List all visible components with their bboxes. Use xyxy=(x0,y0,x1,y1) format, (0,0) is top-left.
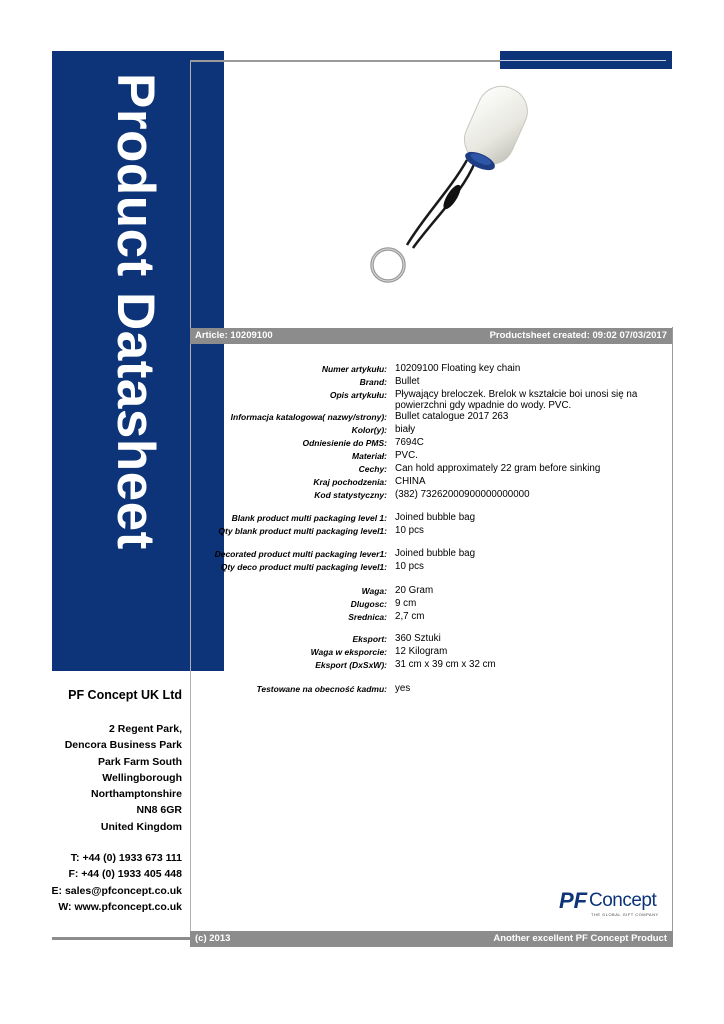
spec-value: 360 Sztuki xyxy=(395,633,441,644)
spec-value: 12 Kilogram xyxy=(395,646,448,657)
spec-value: Can hold approximately 22 gram before sinking xyxy=(395,463,601,474)
spec-value: 10 pcs xyxy=(395,561,424,572)
spec-value: 20 Gram xyxy=(395,585,434,596)
article-number: Article: 10209100 xyxy=(195,330,273,341)
pf-concept-logo xyxy=(553,886,663,920)
spec-label: Srednica: xyxy=(348,612,387,622)
spec-label: Dlugosc: xyxy=(350,599,387,609)
spec-label: Materiał: xyxy=(352,451,387,461)
product-image xyxy=(355,80,545,285)
contact-line: F: +44 (0) 1933 405 448 xyxy=(68,868,182,881)
address-line: 2 Regent Park, xyxy=(109,723,182,735)
page-title xyxy=(52,51,190,671)
footer-tagline: Another excellent PF Concept Product xyxy=(493,933,667,944)
footer-bar xyxy=(190,931,673,947)
company-name: PF Concept UK Ltd xyxy=(68,688,182,702)
address-line: NN8 6GR xyxy=(136,804,182,817)
address-line: Park Farm South xyxy=(97,755,182,768)
logo-tagline: THE GLOBAL GIFT COMPANY xyxy=(591,912,659,917)
spec-label: Decorated product multi packaging lever1: xyxy=(214,549,387,559)
logo-concept: Concept xyxy=(589,890,657,911)
spec-label: Brand: xyxy=(359,377,387,387)
spec-label: Kod statystyczny: xyxy=(314,490,387,500)
bottom-divider xyxy=(52,937,190,940)
spec-label: Numer artykułu: xyxy=(321,364,387,374)
contact-line: T: +44 (0) 1933 673 111 xyxy=(70,852,182,864)
spec-value: 7694C xyxy=(395,437,424,448)
spec-label: Waga: xyxy=(361,586,387,596)
spec-label: Testowane na obecność kadmu: xyxy=(256,684,387,694)
address-line: Dencora Business Park xyxy=(64,739,182,752)
page-title-text: Product Datasheet xyxy=(106,73,165,550)
company-address xyxy=(30,721,182,835)
spec-value: 10 pcs xyxy=(395,525,424,536)
top-accent-line xyxy=(500,60,666,61)
spec-label: Opis artykułu: xyxy=(329,390,387,400)
spec-value: yes xyxy=(395,683,411,694)
spec-value: 10209100 Floating key chain xyxy=(395,363,521,374)
contact-line: E: sales@pfconcept.co.uk xyxy=(51,884,182,897)
spec-label: Cechy: xyxy=(358,464,387,474)
contact-line: W: www.pfconcept.co.uk xyxy=(58,900,182,913)
spec-value: Bullet catalogue 2017 263 xyxy=(395,411,509,422)
spec-label: Qty deco product multi packaging level1: xyxy=(220,562,387,572)
spec-value: 9 cm xyxy=(395,598,417,609)
spec-label: Informacja katalogowa( nazwy/strony): xyxy=(230,412,387,422)
address-line: Wellingborough xyxy=(102,771,182,784)
created-timestamp: Productsheet created: 09:02 07/03/2017 xyxy=(489,330,667,341)
spec-value: 31 cm x 39 cm x 32 cm xyxy=(395,659,496,670)
spec-label: Odniesienie do PMS: xyxy=(302,438,387,448)
spec-label: Waga w eksporcie: xyxy=(310,647,387,657)
spec-value: Joined bubble bag xyxy=(395,548,476,559)
spec-label: Kraj pochodzenia: xyxy=(313,477,387,487)
spec-value: (382) 73262000900000000000 xyxy=(395,489,530,500)
spec-value: PVC. xyxy=(395,450,418,461)
address-line: United Kingdom xyxy=(100,820,182,833)
spec-value: Joined bubble bag xyxy=(395,512,476,523)
spec-label: Eksport: xyxy=(352,634,387,644)
address-line: Northamptonshire xyxy=(90,788,182,801)
spec-label: Qty blank product multi packaging level1: xyxy=(218,526,387,536)
spec-value: biały xyxy=(395,424,416,435)
spec-label: Kolor(y): xyxy=(351,425,387,435)
spec-value: 2,7 cm xyxy=(395,611,425,622)
spec-value: Pływający breloczek. Brelok w kształcie boi unosi się na powierzchni gdy wpadnie do wody. PVC. xyxy=(395,389,638,411)
footer-copyright: (c) 2013 xyxy=(195,933,231,944)
company-contact xyxy=(30,850,182,915)
spec-value: Bullet xyxy=(395,376,420,387)
spec-label: Blank product multi packaging level 1: xyxy=(231,513,387,523)
spec-value: CHINA xyxy=(395,476,426,487)
spec-label: Eksport (DxSxW): xyxy=(315,660,387,670)
logo-pf: PF xyxy=(559,888,588,913)
